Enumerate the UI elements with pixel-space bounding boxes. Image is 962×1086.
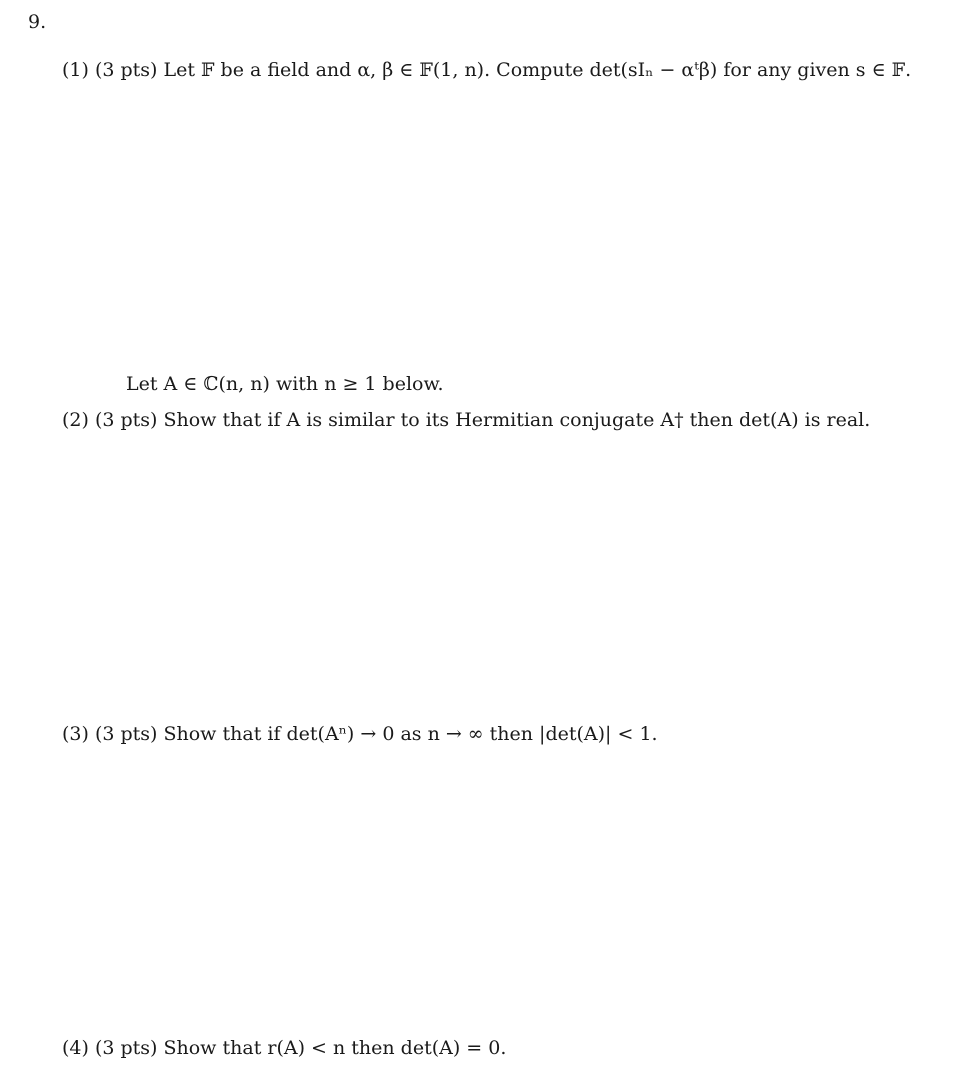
part-1-text: (1) (3 pts) Let 𝔽 be a field and α, β ∈ 𝔽(1, n). Compute det(sIₙ − αᵗβ) for any given s ∈ 𝔽. [62,59,912,81]
part-4-text: (4) (3 pts) Show that r(A) < n then det(A) = 0. [62,1037,507,1059]
question-number: 9. [28,11,47,33]
part-3-text: (3) (3 pts) Show that if det(Aⁿ) → 0 as n → ∞ then |det(A)| < 1. [62,723,658,745]
part-2-text: (2) (3 pts) Show that if A is similar to its Hermitian conjugate A† then det(A) is real. [62,409,871,431]
part-2-intro-text: Let A ∈ ℂ(n, n) with n ≥ 1 below. [126,373,444,395]
